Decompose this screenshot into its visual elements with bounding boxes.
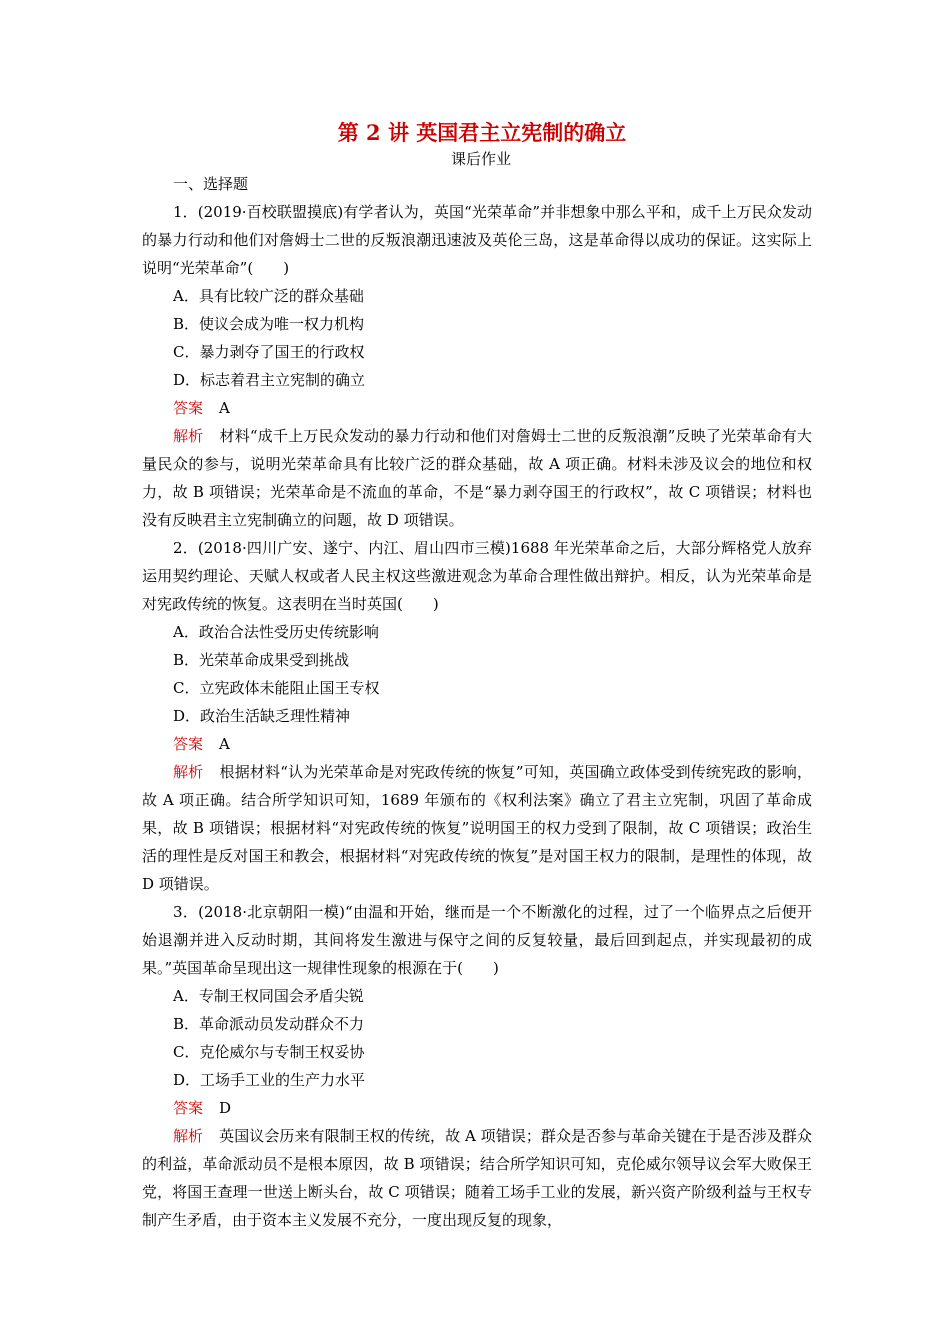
question-1 (142, 198, 812, 534)
analysis-text: 根据材料“认为光荣革命是对宪政传统的恢复”可知，英国确立政体受到传统宪政的影响，故 A 项正确。结合所学知识可知，1689 年颁布的《权利法案》确立了君主立宪制，巩固了革命成果，故 B 项错误；根据材料“对宪政传统的恢复”说明国王的权力受到了限制，故 C 项错误；政治生活的理性是反对国王和教会，根据材料“对宪政传统的恢复”是对国王权力的限制，是理性的体现，故 D 项错误。 (142, 763, 812, 893)
question-stem-text: 2．(2018·四川广安、遂宁、内江、眉山四市三模)1688 年光荣革命之后，大部分辉格党人放弃运用契约理论、天赋人权或者人民主权这些激进观念为革命合理性做出辩护。相反，认为光荣革命是对宪政传统的恢复。这表明在当时英国( ) (142, 539, 812, 613)
answer-label: 答案 (173, 399, 204, 417)
analysis-text: 英国议会历来有限制王权的传统，故 A 项错误；群众是否参与革命关键在于是否涉及群众的利益，革命派动员不是根本原因，故 B 项错误；结合所学知识可知，克伦威尔领导议会军大败保王党，将国王查理一世送上断头台，故 C 项错误；随着工场手工业的发展，新兴资产阶级利益与王权专制产生矛盾，由于资本主义发展不充分，一度出现反复的现象， (142, 1127, 812, 1229)
analysis-label: 解析 (173, 427, 204, 445)
option-c: C．立宪政体未能阻止国王专权 (173, 679, 380, 697)
analysis-paragraph (142, 1122, 812, 1234)
question-2 (142, 534, 812, 898)
section-heading: 一、选择题 (173, 175, 249, 193)
analysis-label: 解析 (173, 763, 204, 781)
answer-line (142, 1094, 812, 1122)
answer-label: 答案 (173, 735, 204, 753)
question-stem (142, 898, 812, 982)
page-subtitle: 课后作业 (450, 150, 511, 168)
answer-line (142, 730, 812, 758)
answer-value: A (219, 399, 230, 417)
answer-line (142, 394, 812, 422)
option-b: B．光荣革命成果受到挑战 (173, 651, 350, 669)
analysis-paragraph (142, 758, 812, 898)
option-a: A．政治合法性受历史传统影响 (173, 623, 379, 641)
question-3 (142, 898, 812, 1234)
option-c: C．暴力剥夺了国王的行政权 (173, 343, 365, 361)
option-a: A．具有比较广泛的群众基础 (173, 287, 364, 305)
option-d: D．标志着君主立宪制的确立 (173, 371, 366, 389)
question-stem (142, 534, 812, 618)
question-stem-text: 3．(2018·北京朝阳一模)“由温和开始，继而是一个不断激化的过程，过了一个临界点之后便开始退潮并进入反动时期，其间将发生激进与保守之间的反复较量，最后回到起点，并实现最初的成果。”英国革命呈现出这一规律性现象的根源在于( ) (142, 903, 812, 977)
analysis-label: 解析 (173, 1127, 204, 1145)
option-b: B．使议会成为唯一权力机构 (173, 315, 365, 333)
page-title: 第 2 讲 英国君主立宪制的确立 (337, 120, 627, 145)
question-stem-text: 1．(2019·百校联盟摸底)有学者认为，英国“光荣革命”并非想象中那么平和，成千上万民众发动的暴力行动和他们对詹姆士二世的反叛浪潮迅速波及英伦三岛，这是革命得以成功的保证。这实际上说明“光荣革命”( ) (142, 203, 812, 277)
option-a: A．专制王权同国会矛盾尖锐 (173, 987, 364, 1005)
option-d: D．政治生活缺乏理性精神 (173, 707, 351, 725)
option-d: D．工场手工业的生产力水平 (173, 1071, 366, 1089)
analysis-text: 材料“成千上万民众发动的暴力行动和他们对詹姆士二世的反叛浪潮”反映了光荣革命有大量民众的参与，说明光荣革命具有比较广泛的群众基础，故 A 项正确。材料未涉及议会的地位和权力，故 B 项错误；光荣革命是不流血的革命，不是“暴力剥夺国王的行政权”，故 C 项错误；材料也没有反映君主立宪制确立的问题，故 D 项错误。 (142, 427, 812, 529)
question-stem (142, 198, 812, 282)
answer-value: D (219, 1099, 232, 1117)
analysis-paragraph (142, 422, 812, 534)
option-b: B．革命派动员发动群众不力 (173, 1015, 365, 1033)
answer-value: A (219, 735, 230, 753)
option-c: C．克伦威尔与专制王权妥协 (173, 1043, 365, 1061)
answer-label: 答案 (173, 1099, 204, 1117)
document-body (142, 118, 812, 1234)
